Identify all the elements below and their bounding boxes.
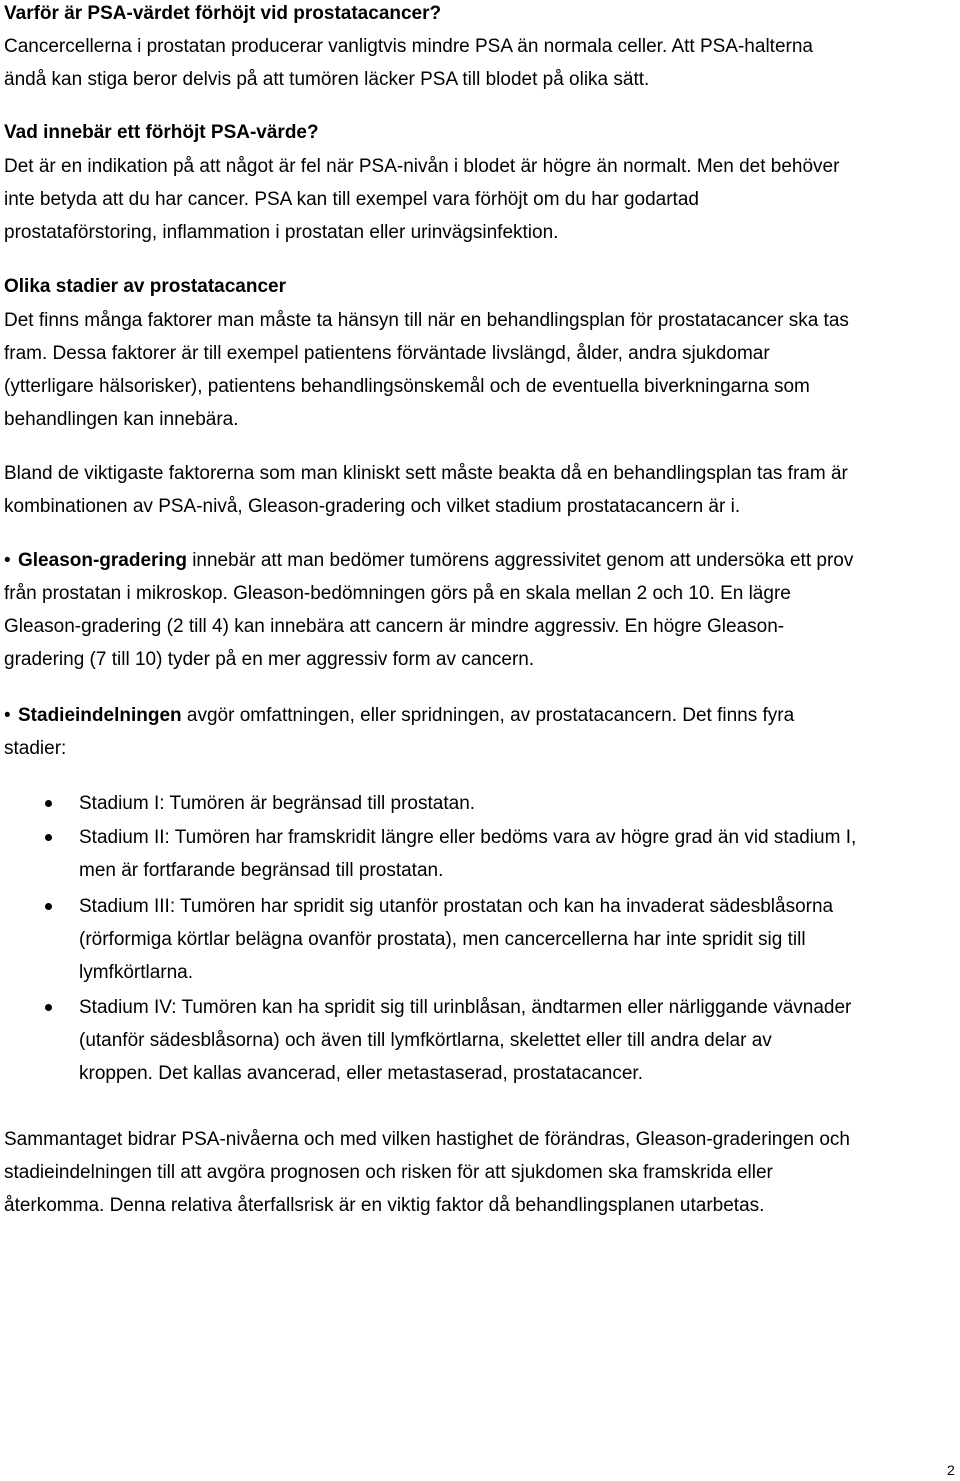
paragraph-line: Sammantaget bidrar PSA-nivåerna och med vilken hastighet de förändras, Gleason-graderingen och <box>4 1129 850 1150</box>
stadie-first-line <box>18 704 794 728</box>
stadie-term: Stadieindelningen <box>18 705 182 726</box>
paragraph-line: återkomma. Denna relativa återfallsrisk är en viktig faktor då behandlingsplanen utarbetas. <box>4 1195 765 1216</box>
paragraph-line: Cancercellerna i prostatan producerar vanligtvis mindre PSA än normala celler. Att PSA-halterna <box>4 36 813 57</box>
gleason-text: innebär att man bedömer tumörens aggressivitet genom att undersöka ett prov <box>186 550 854 571</box>
bullet-marker: • <box>4 550 11 571</box>
bullet-marker: • <box>4 705 11 726</box>
paragraph-line: Gleason-gradering (2 till 4) kan innebära att cancern är mindre aggressiv. En högre Gleason- <box>4 616 785 637</box>
paragraph-line: stadieindelningen till att avgöra prognosen och risken för att sjukdomen ska framskrida eller <box>4 1162 773 1183</box>
paragraph-line: Det finns många faktorer man måste ta hänsyn till när en behandlingsplan för prostatacancer ska tas <box>4 310 849 331</box>
list-item-stage-4-cont: kroppen. Det kallas avancerad, eller metastaserad, prostatacancer. <box>79 1063 643 1084</box>
list-item-stage-3: Stadium III: Tumören har spridit sig utanför prostatan och kan ha invaderat sädesblåsorna <box>79 896 834 917</box>
gleason-first-line <box>18 549 853 573</box>
list-item-stage-3-cont: (rörformiga körtlar belägna ovanför prostata), men cancercellerna har inte spridit sig till <box>79 929 806 950</box>
list-bullet <box>45 1004 52 1011</box>
list-item-stage-2-cont: men är fortfarande begränsad till prostatan. <box>79 860 444 881</box>
paragraph-line: stadier: <box>4 738 67 759</box>
heading-stages: Olika stadier av prostatacancer <box>4 276 286 297</box>
paragraph-line: prostataförstoring, inflammation i prostatan eller urinvägsinfektion. <box>4 222 559 243</box>
paragraph-line: kombinationen av PSA-nivå, Gleason-gradering och vilket stadium prostatacancern är i. <box>4 496 741 517</box>
list-item-stage-2: Stadium II: Tumören har framskridit längre eller bedöms vara av högre grad än vid stadium I, <box>79 827 857 848</box>
paragraph-line: (ytterligare hälsorisker), patientens behandlingsönskemål och de eventuella biverkningarna som <box>4 376 810 397</box>
paragraph-line: behandlingen kan innebära. <box>4 409 239 430</box>
list-item-stage-4-cont: (utanför sädesblåsorna) och även till lymfkörtlarna, skelettet eller till andra delar av <box>79 1030 772 1051</box>
list-item-stage-1: Stadium I: Tumören är begränsad till prostatan. <box>79 793 476 814</box>
list-bullet <box>45 903 52 910</box>
paragraph-line: ändå kan stiga beror delvis på att tumören läcker PSA till blodet på olika sätt. <box>4 69 650 90</box>
page-number: 2 <box>947 1462 955 1478</box>
gleason-term: Gleason-gradering <box>18 550 187 571</box>
paragraph-line: inte betyda att du har cancer. PSA kan till exempel vara förhöjt om du har godartad <box>4 189 699 210</box>
heading-psa-elevated: Varför är PSA-värdet förhöjt vid prostatacancer? <box>4 3 442 24</box>
paragraph-line: gradering (7 till 10) tyder på en mer aggressiv form av cancern. <box>4 649 535 670</box>
paragraph-line: fram. Dessa faktorer är till exempel patientens förväntade livslängd, ålder, andra sjukdomar <box>4 343 770 364</box>
list-bullet <box>45 800 52 807</box>
paragraph-line: Det är en indikation på att något är fel när PSA-nivån i blodet är högre än normalt. Men det behöver <box>4 156 840 177</box>
list-item-stage-4: Stadium IV: Tumören kan ha spridit sig till urinblåsan, ändtarmen eller närliggande vävnader <box>79 997 852 1018</box>
heading-what-means: Vad innebär ett förhöjt PSA-värde? <box>4 122 319 143</box>
list-item-stage-3-cont: lymfkörtlarna. <box>79 962 194 983</box>
paragraph-line: från prostatan i mikroskop. Gleason-bedömningen görs på en skala mellan 2 och 10. En lägre <box>4 583 791 604</box>
stadie-text: avgör omfattningen, eller spridningen, av prostatacancern. Det finns fyra <box>181 705 795 726</box>
paragraph-line: Bland de viktigaste faktorerna som man kliniskt sett måste beakta då en behandlingsplan tas fram är <box>4 463 848 484</box>
list-bullet <box>45 834 52 841</box>
